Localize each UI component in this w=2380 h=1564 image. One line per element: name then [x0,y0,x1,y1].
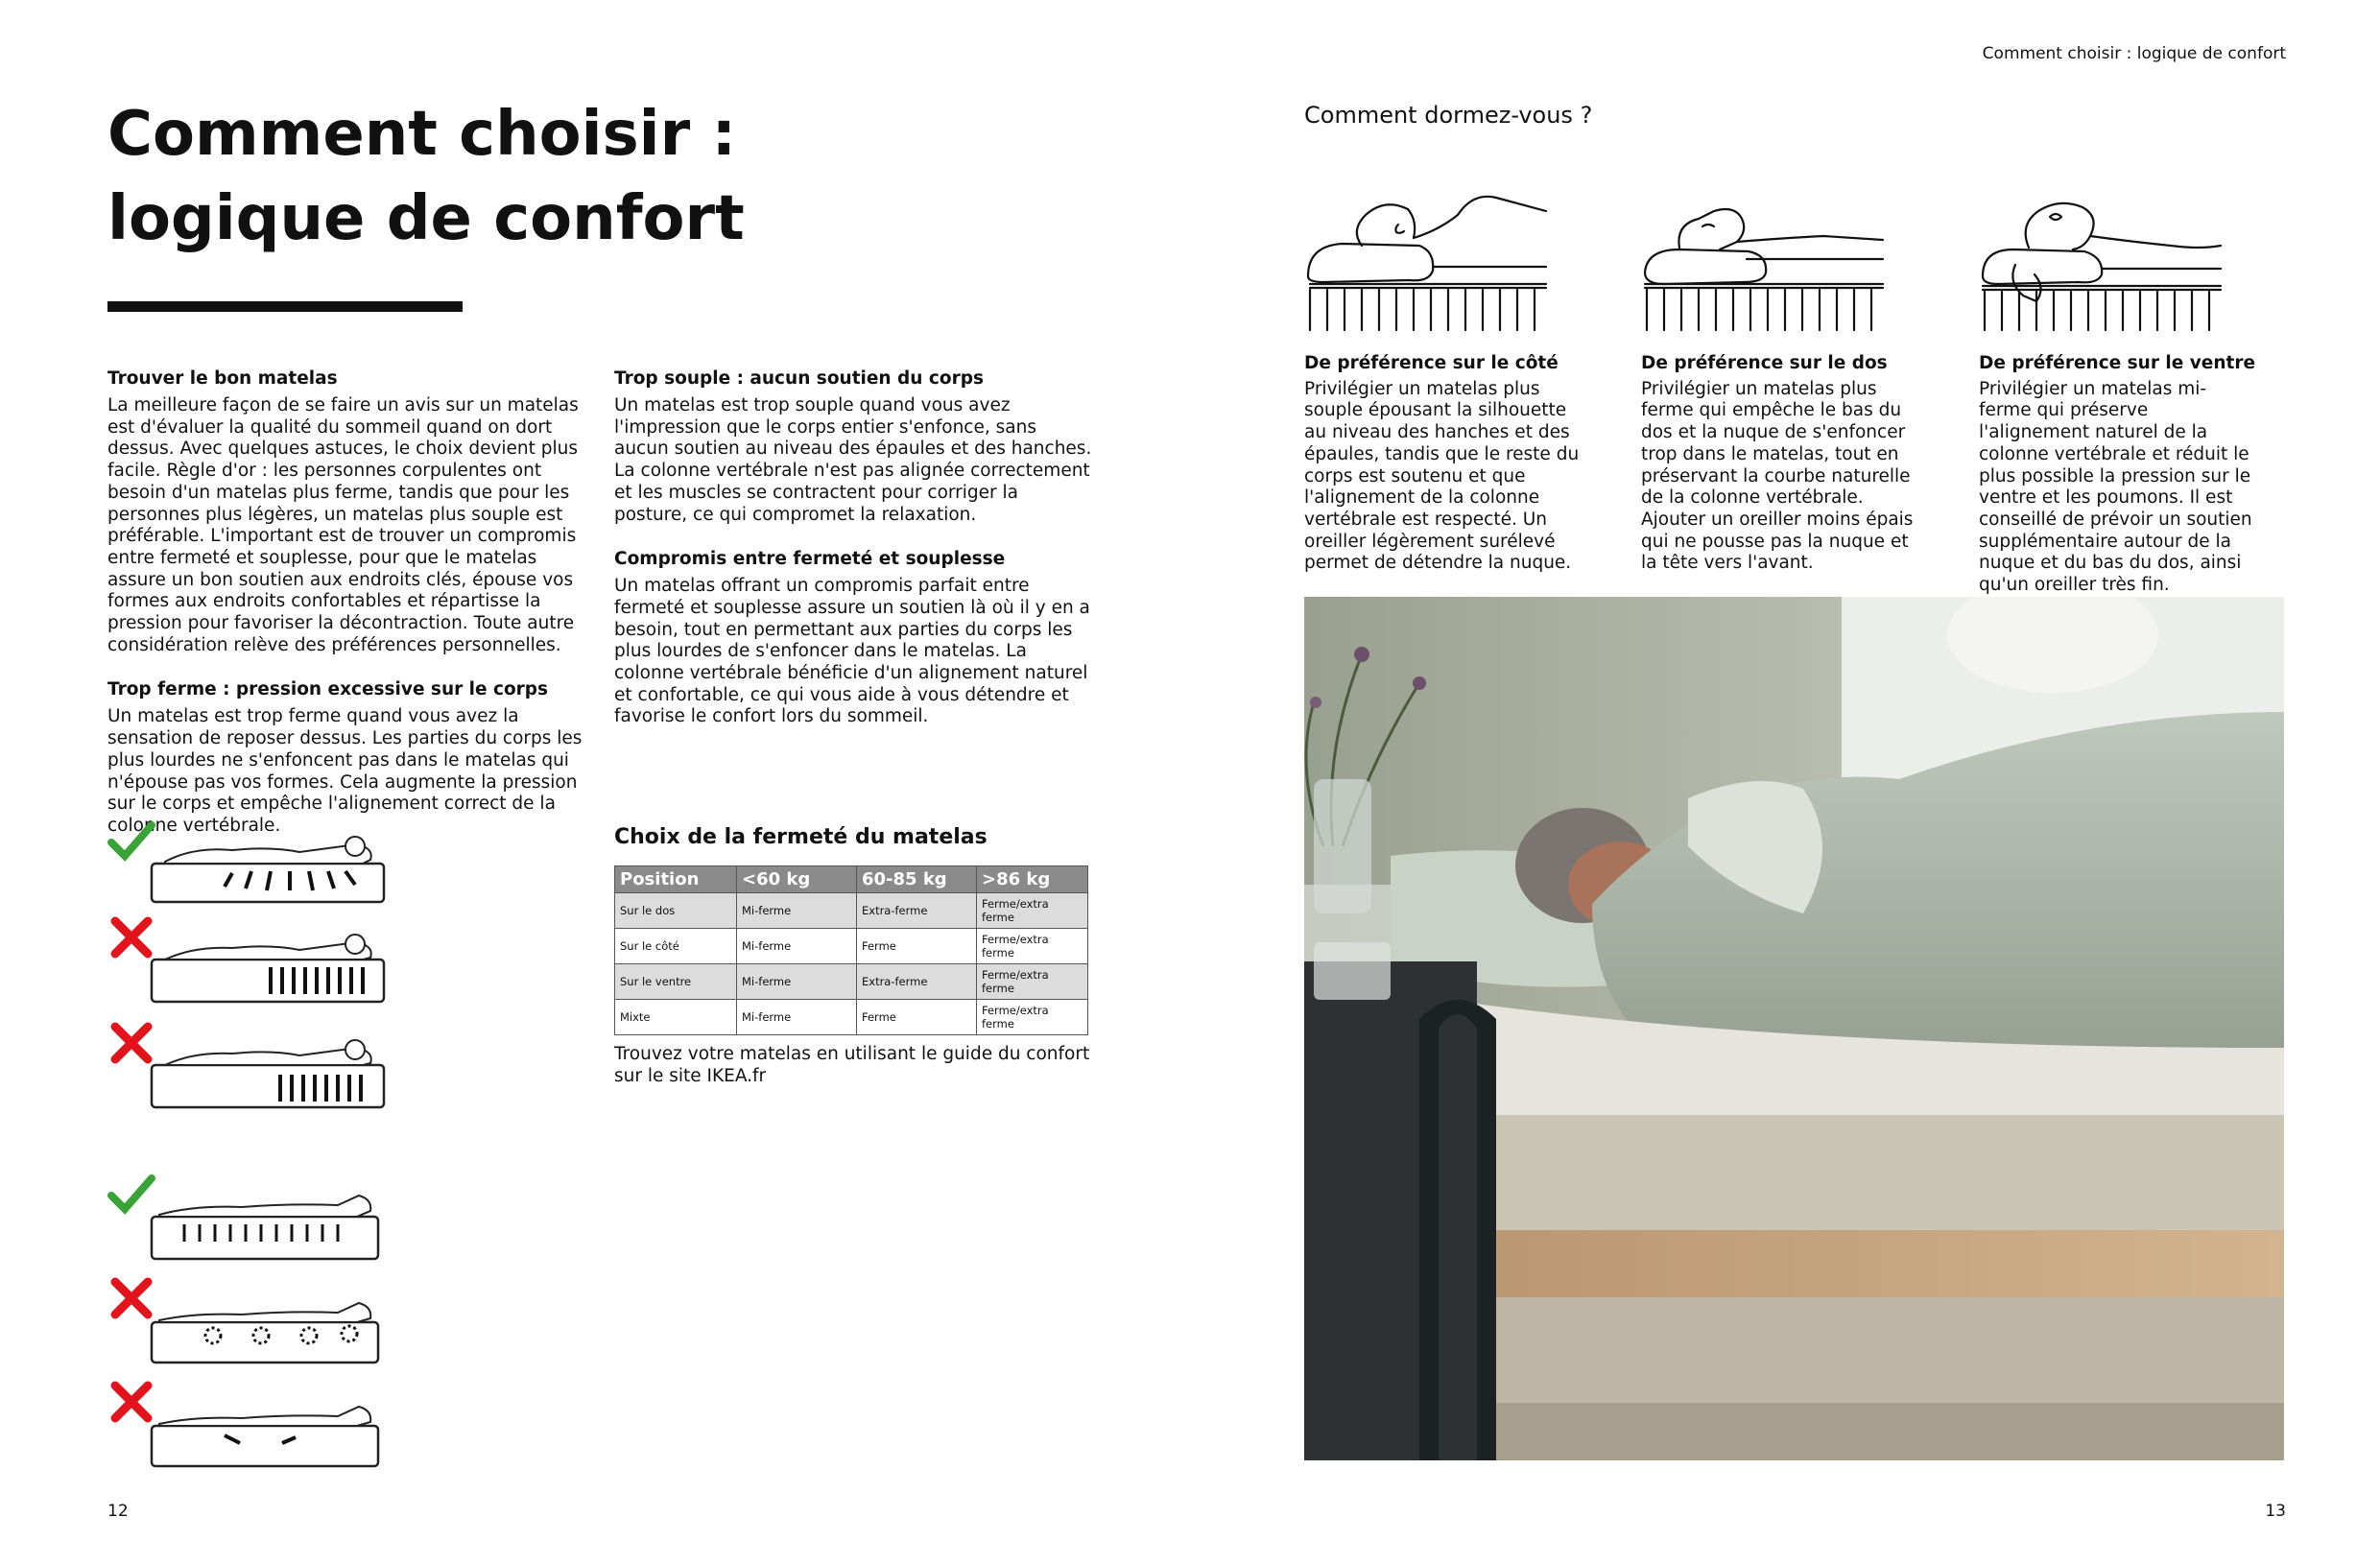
mattress-illustration [136,1027,388,1113]
mattress-figure-side-bad-firm [107,1019,386,1098]
mattress-illustration [136,1286,388,1366]
section-body: Un matelas offrant un compromis parfait entre fermeté et souplesse assure un soutien là où il y en a besoin, tout en permettant aux parties du corps les plus lourdes de s'enfoncer dans le matelas. La colonne vertébrale bénéficie d'un alignement naturel et confortable, ce qui vous aide à vous détendre et favorise le confort lors du sommeil. [614,576,1090,727]
table-cell: Ferme/extra ferme [977,929,1088,964]
table-row [615,964,1088,1000]
table-cell: Ferme [857,929,977,964]
mattress-figure-back-bad-firm [107,1378,386,1457]
section-body: Un matelas est trop souple quand vous avez l'impression que le corps entier s'enfonce, sans aucun soutien au niveau des épaules et des hanches. La colonne vertébrale n'est pas alignée correctement et les muscles se contractent pour corriger la posture, ce qui compromet la relaxation. [614,395,1092,525]
left-text-column [107,368,585,861]
table-cell: Extra-ferme [857,964,977,1000]
firmness-table [614,865,1088,1035]
table-header: 60-85 kg [857,866,977,893]
title-rule [107,301,463,312]
mattress-figure-side-good [107,818,386,896]
running-header: Comment choisir : logique de confort [1982,44,2286,63]
stomach-sleeper-illustration [1979,182,2224,336]
table-header-row [615,866,1088,893]
section-heading: Compromis entre fermeté et souplesse [614,549,1006,570]
sleep-question: Comment dormez-vous ? [1304,102,1593,129]
title-line-2: logique de confort [107,183,745,254]
comfort-guide-note: Trouvez votre matelas en utilisant le guide du confort sur le site IKEA.fr [614,1044,1090,1086]
middle-text-column [614,368,1094,751]
firmness-table-title: Choix de la fermeté du matelas [614,825,988,849]
section-heading: Trop souple : aucun soutien du corps [614,368,984,389]
position-stomach [1979,353,2257,597]
mattress-figure-back-bad-soft [107,1274,386,1353]
table-cell: Ferme/extra ferme [977,893,1088,929]
mattress-illustration [136,1389,388,1470]
table-row [615,1000,1088,1035]
table-cell: Extra-ferme [857,893,977,929]
position-body: Privilégier un matelas mi-ferme qui préserve l'alignement naturel de la colonne vertébrale et réduit le plus possible la pression sur le ventre et les poumons. Il est conseillé de prévoir un soutien supplémentaire autour de la nuque et du bas du dos, ainsi qu'un oreiller très fin. [1979,378,2252,596]
position-side [1304,353,1583,575]
table-cell: Mi-ferme [737,964,857,1000]
section-heading: Trop ferme : pression excessive sur le corps [107,679,549,700]
mattress-illustration [136,1182,388,1263]
table-cell: Mi-ferme [737,1000,857,1035]
mattress-figure-back-good [107,1171,386,1249]
table-cell: Mi-ferme [737,893,857,929]
table-row [615,893,1088,929]
table-cell: Sur le dos [615,893,737,929]
side-sleeper-illustration [1304,182,1549,336]
page-title [107,92,779,261]
position-heading: De préférence sur le côté [1304,353,1559,373]
table-header: >86 kg [977,866,1088,893]
table-header: <60 kg [737,866,857,893]
table-cell: Mi-ferme [737,929,857,964]
table-cell: Sur le côté [615,929,737,964]
position-body: Privilégier un matelas plus ferme qui empêche le bas du dos et la nuque de s'enfoncer trop dans le matelas, tout en préservant la courbe naturelle de la colonne vertébrale. Ajouter un oreiller moins épais qui ne pousse pas la nuque et la tête vers l'avant. [1641,378,1914,574]
section-body: La meilleure façon de se faire un avis sur un matelas est d'évaluer la qualité du sommeil quand on dort dessus. Avec quelques astuces, le choix devient plus facile. Règle d'or : les personnes corpulentes ont besoin d'un matelas plus ferme, tandis que pour les personnes plus légères, un matelas plus souple est préférable. L'important est de trouver un compromis entre fermeté et souplesse, pour que le matelas assure un bon soutien aux endroits clés, épouse vos formes aux endroits confortables et répartisse la pression pour favoriser la décontraction. Toute autre considération relève des préférences personnelles. [107,395,579,655]
table-cell: Mixte [615,1000,737,1035]
table-row [615,929,1088,964]
position-back [1641,353,1919,575]
mattress-figure-side-bad-soft [107,913,386,992]
section-heading: Trouver le bon matelas [107,368,338,389]
table-cell: Ferme [857,1000,977,1035]
position-heading: De préférence sur le ventre [1979,353,2256,373]
table-cell: Ferme/extra ferme [977,1000,1088,1035]
mattress-illustration [136,921,388,1007]
page-number-right: 13 [2265,1502,2286,1521]
table-header: Position [615,866,737,893]
section-body: Un matelas est trop ferme quand vous avez la sensation de reposer dessus. Les parties du corps les plus lourdes ne s'enfoncent pas dans le matelas qui n'épouse pas vos formes. Cela augmente la pression sur le corps et empêche l'alignement correct de la colonne vertébrale. [107,706,583,836]
position-body: Privilégier un matelas plus souple épousant la silhouette au niveau des hanches et des épaules, tandis que le reste du corps est soutenu et que l'alignement de la colonne vertébrale est respecté. Un oreiller légèrement surélevé permet de détendre la nuque. [1304,378,1580,574]
position-heading: De préférence sur le dos [1641,353,1888,373]
table-cell: Ferme/extra ferme [977,964,1088,1000]
page-number-left: 12 [107,1502,129,1521]
title-line-1: Comment choisir : [107,99,737,170]
back-sleeper-illustration [1641,182,1886,336]
bedroom-photo [1304,597,2284,1460]
mattress-illustration [136,827,388,906]
table-cell: Sur le ventre [615,964,737,1000]
